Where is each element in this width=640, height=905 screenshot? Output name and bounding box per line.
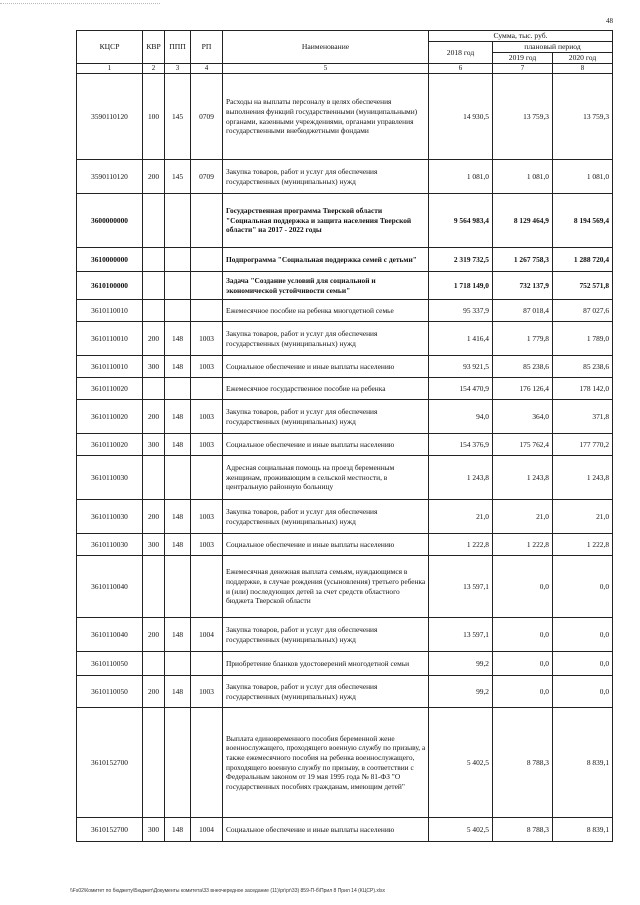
header-rp: РП: [191, 31, 223, 64]
value-2018-cell: 154 376,9: [429, 434, 493, 456]
table-row: [77, 534, 613, 556]
header-2020: 2020 год: [553, 53, 613, 64]
name-cell: Закупка товаров, работ и услуг для обеспечения государственных (муниципальных) нужд: [223, 160, 429, 194]
ppp-cell: [165, 248, 191, 272]
value-2020-cell: 21,0: [553, 500, 613, 534]
value-2019-cell: 364,0: [493, 400, 553, 434]
kvr-cell: [143, 556, 165, 618]
kcsr-cell: 3610110010: [77, 322, 143, 356]
kcsr-cell: 3600000000: [77, 194, 143, 248]
kvr-cell: 200: [143, 400, 165, 434]
rp-cell: 1003: [191, 500, 223, 534]
value-2020-cell: 1 789,0: [553, 322, 613, 356]
col-number: 3: [165, 64, 191, 74]
budget-table: [76, 30, 613, 842]
kcsr-cell: 3610152700: [77, 708, 143, 818]
name-cell: Закупка товаров, работ и услуг для обеспечения государственных (муниципальных) нужд: [223, 322, 429, 356]
kvr-cell: 100: [143, 74, 165, 160]
rp-cell: 0709: [191, 74, 223, 160]
kcsr-cell: 3610110040: [77, 556, 143, 618]
value-2019-cell: 13 759,3: [493, 74, 553, 160]
value-2018-cell: 1 416,4: [429, 322, 493, 356]
kvr-cell: [143, 194, 165, 248]
value-2018-cell: 5 402,5: [429, 708, 493, 818]
value-2019-cell: 8 129 464,9: [493, 194, 553, 248]
header-2019: 2019 год: [493, 53, 553, 64]
table-body: [77, 74, 613, 842]
value-2018-cell: 2 319 732,5: [429, 248, 493, 272]
name-cell: Расходы на выплаты персоналу в целях обеспечения выполнения функций государственными (муниципальными) органами, казенными учреждениями, органами управления государственными внебюджетными фондами: [223, 74, 429, 160]
name-cell: Закупка товаров, работ и услуг для обеспечения государственных (муниципальных) нужд: [223, 400, 429, 434]
value-2019-cell: 732 137,9: [493, 272, 553, 300]
kcsr-cell: 3610152700: [77, 818, 143, 842]
ppp-cell: [165, 194, 191, 248]
value-2019-cell: 0,0: [493, 556, 553, 618]
value-2019-cell: 1 267 758,3: [493, 248, 553, 272]
table-row: [77, 248, 613, 272]
value-2019-cell: 1 243,8: [493, 456, 553, 500]
table-row: [77, 194, 613, 248]
value-2018-cell: 154 470,9: [429, 378, 493, 400]
kvr-cell: 200: [143, 618, 165, 652]
col-number: 7: [493, 64, 553, 74]
value-2020-cell: 13 759,3: [553, 74, 613, 160]
rp-cell: 1004: [191, 818, 223, 842]
name-cell: Социальное обеспечение и иные выплаты населению: [223, 818, 429, 842]
value-2019-cell: 0,0: [493, 652, 553, 676]
ppp-cell: 148: [165, 400, 191, 434]
rp-cell: [191, 456, 223, 500]
value-2019-cell: 85 238,6: [493, 356, 553, 378]
value-2018-cell: 5 402,5: [429, 818, 493, 842]
column-number-row: [77, 64, 613, 74]
value-2018-cell: 1 243,8: [429, 456, 493, 500]
name-cell: Ежемесячное пособие на ребенка многодетной семье: [223, 300, 429, 322]
ppp-cell: 148: [165, 322, 191, 356]
kvr-cell: [143, 378, 165, 400]
ppp-cell: 148: [165, 534, 191, 556]
kvr-cell: 300: [143, 434, 165, 456]
value-2020-cell: 0,0: [553, 652, 613, 676]
name-cell: Ежемесячное государственное пособие на ребенка: [223, 378, 429, 400]
table-row: [77, 322, 613, 356]
ppp-cell: [165, 652, 191, 676]
ppp-cell: 145: [165, 74, 191, 160]
kcsr-cell: 3610110010: [77, 300, 143, 322]
header-ppp: ППП: [165, 31, 191, 64]
ppp-cell: [165, 272, 191, 300]
value-2019-cell: 87 018,4: [493, 300, 553, 322]
kcsr-cell: 3610110050: [77, 652, 143, 676]
rp-cell: 0709: [191, 160, 223, 194]
name-cell: Приобретение бланков удостоверений многодетной семьи: [223, 652, 429, 676]
kvr-cell: [143, 708, 165, 818]
table-row: [77, 160, 613, 194]
value-2020-cell: 752 571,8: [553, 272, 613, 300]
value-2020-cell: 8 194 569,4: [553, 194, 613, 248]
value-2018-cell: 95 337,9: [429, 300, 493, 322]
value-2020-cell: 8 839,1: [553, 708, 613, 818]
rp-cell: 1003: [191, 534, 223, 556]
ppp-cell: 148: [165, 434, 191, 456]
kcsr-cell: 3610110030: [77, 500, 143, 534]
kvr-cell: [143, 272, 165, 300]
rp-cell: [191, 194, 223, 248]
value-2018-cell: 94,0: [429, 400, 493, 434]
name-cell: Государственная программа Тверской области "Социальная поддержка и защита населения Тверской области" на 2017 - 2022 годы: [223, 194, 429, 248]
value-2018-cell: 93 921,5: [429, 356, 493, 378]
kcsr-cell: 3610110030: [77, 456, 143, 500]
ppp-cell: [165, 456, 191, 500]
value-2020-cell: 1 288 720,4: [553, 248, 613, 272]
table-row: [77, 500, 613, 534]
value-2020-cell: 178 142,0: [553, 378, 613, 400]
rp-cell: 1003: [191, 356, 223, 378]
col-number: 8: [553, 64, 613, 74]
header-2018: 2018 год: [429, 42, 493, 64]
kvr-cell: 200: [143, 160, 165, 194]
name-cell: Задача "Создание условий для социальной и экономической устойчивости семьи": [223, 272, 429, 300]
table-row: [77, 356, 613, 378]
name-cell: Социальное обеспечение и иные выплаты населению: [223, 434, 429, 456]
kvr-cell: 300: [143, 818, 165, 842]
ppp-cell: [165, 708, 191, 818]
ppp-cell: 148: [165, 818, 191, 842]
value-2019-cell: 8 788,3: [493, 708, 553, 818]
ppp-cell: 148: [165, 618, 191, 652]
rp-cell: 1003: [191, 322, 223, 356]
table-header: [77, 31, 613, 74]
kvr-cell: 300: [143, 534, 165, 556]
value-2019-cell: 0,0: [493, 676, 553, 708]
rp-cell: 1004: [191, 618, 223, 652]
table-row: [77, 456, 613, 500]
rp-cell: [191, 378, 223, 400]
kcsr-cell: 3610000000: [77, 248, 143, 272]
value-2018-cell: 1 718 149,0: [429, 272, 493, 300]
rp-cell: [191, 652, 223, 676]
value-2018-cell: 1 081,0: [429, 160, 493, 194]
table-row: [77, 676, 613, 708]
value-2018-cell: 14 930,5: [429, 74, 493, 160]
value-2019-cell: 21,0: [493, 500, 553, 534]
value-2020-cell: 0,0: [553, 676, 613, 708]
value-2020-cell: 85 238,6: [553, 356, 613, 378]
table-row: [77, 708, 613, 818]
rp-cell: [191, 272, 223, 300]
name-cell: Закупка товаров, работ и услуг для обеспечения государственных (муниципальных) нужд: [223, 676, 429, 708]
value-2020-cell: 371,8: [553, 400, 613, 434]
rp-cell: [191, 248, 223, 272]
kcsr-cell: 3590110120: [77, 74, 143, 160]
kvr-cell: [143, 456, 165, 500]
col-number: 2: [143, 64, 165, 74]
table-row: [77, 272, 613, 300]
table-row: [77, 556, 613, 618]
ppp-cell: 148: [165, 356, 191, 378]
name-cell: Социальное обеспечение и иные выплаты населению: [223, 534, 429, 556]
kcsr-cell: 3610110020: [77, 378, 143, 400]
file-path-footer: \\Fs02\Комитет по бюджету\Бюджет\Документы комитета\33 внеочередное заседание (11)\pr\pr\33) 859-П-б\Прил 8 Прил 14 (КЦСР).xlsx: [70, 888, 385, 894]
col-number: 4: [191, 64, 223, 74]
rp-cell: 1003: [191, 400, 223, 434]
rp-cell: [191, 708, 223, 818]
ppp-cell: 148: [165, 676, 191, 708]
kvr-cell: 200: [143, 676, 165, 708]
value-2019-cell: 1 222,8: [493, 534, 553, 556]
kvr-cell: 200: [143, 322, 165, 356]
kcsr-cell: 3610100000: [77, 272, 143, 300]
value-2020-cell: 1 081,0: [553, 160, 613, 194]
col-number: 6: [429, 64, 493, 74]
name-cell: Социальное обеспечение и иные выплаты населению: [223, 356, 429, 378]
name-cell: Выплата единовременного пособия беременной жене военнослужащего, проходящего военную службу по призыву, а также ежемесячного пособия на ребенка военнослужащего, проходящего военную службу по призыву, в соответствии с Федеральным законом от 19 мая 1995 года № 81-ФЗ "О государственных пособиях гражданам, имеющим детей": [223, 708, 429, 818]
ppp-cell: 148: [165, 500, 191, 534]
col-number: 5: [223, 64, 429, 74]
header-kvr: КВР: [143, 31, 165, 64]
value-2019-cell: 1 081,0: [493, 160, 553, 194]
header-name: Наименование: [223, 31, 429, 64]
scan-edge-line: [0, 3, 160, 4]
kvr-cell: 200: [143, 500, 165, 534]
page-number: 48: [606, 17, 613, 25]
table-row: [77, 652, 613, 676]
kcsr-cell: 3610110050: [77, 676, 143, 708]
value-2019-cell: 176 126,4: [493, 378, 553, 400]
value-2019-cell: 8 788,3: [493, 818, 553, 842]
table-row: [77, 818, 613, 842]
table-row: [77, 378, 613, 400]
ppp-cell: [165, 378, 191, 400]
value-2018-cell: 99,2: [429, 652, 493, 676]
value-2019-cell: 175 762,4: [493, 434, 553, 456]
value-2020-cell: 1 243,8: [553, 456, 613, 500]
value-2020-cell: 87 027,6: [553, 300, 613, 322]
ppp-cell: [165, 300, 191, 322]
name-cell: Подпрограмма "Социальная поддержка семей с детьми": [223, 248, 429, 272]
value-2018-cell: 13 597,1: [429, 618, 493, 652]
value-2018-cell: 13 597,1: [429, 556, 493, 618]
ppp-cell: [165, 556, 191, 618]
kcsr-cell: 3610110020: [77, 400, 143, 434]
value-2020-cell: 8 839,1: [553, 818, 613, 842]
rp-cell: [191, 300, 223, 322]
kvr-cell: [143, 300, 165, 322]
kvr-cell: 300: [143, 356, 165, 378]
kcsr-cell: 3610110010: [77, 356, 143, 378]
header-sum: Сумма, тыс. руб.: [429, 31, 613, 42]
value-2019-cell: 0,0: [493, 618, 553, 652]
table-row: [77, 74, 613, 160]
kvr-cell: [143, 248, 165, 272]
kcsr-cell: 3610110030: [77, 534, 143, 556]
value-2020-cell: 0,0: [553, 556, 613, 618]
kvr-cell: [143, 652, 165, 676]
kcsr-cell: 3610110040: [77, 618, 143, 652]
name-cell: Адресная социальная помощь на проезд беременным женщинам, проживающим в сельской местности, в центральную районную больницу: [223, 456, 429, 500]
value-2020-cell: 177 770,2: [553, 434, 613, 456]
rp-cell: 1003: [191, 434, 223, 456]
value-2018-cell: 1 222,8: [429, 534, 493, 556]
value-2018-cell: 99,2: [429, 676, 493, 708]
value-2018-cell: 9 564 983,4: [429, 194, 493, 248]
col-number: 1: [77, 64, 143, 74]
name-cell: Закупка товаров, работ и услуг для обеспечения государственных (муниципальных) нужд: [223, 618, 429, 652]
table-row: [77, 300, 613, 322]
value-2020-cell: 1 222,8: [553, 534, 613, 556]
value-2020-cell: 0,0: [553, 618, 613, 652]
ppp-cell: 145: [165, 160, 191, 194]
table-row: [77, 618, 613, 652]
name-cell: Закупка товаров, работ и услуг для обеспечения государственных (муниципальных) нужд: [223, 500, 429, 534]
rp-cell: [191, 556, 223, 618]
header-kcsr: КЦСР: [77, 31, 143, 64]
table-row: [77, 400, 613, 434]
value-2019-cell: 1 779,8: [493, 322, 553, 356]
rp-cell: 1003: [191, 676, 223, 708]
value-2018-cell: 21,0: [429, 500, 493, 534]
name-cell: Ежемесячная денежная выплата семьям, нуждающимся в поддержке, в случае рождения (усыновления) третьего ребенка и (или) последующих детей за счет средств областного бюджета Тверской области: [223, 556, 429, 618]
kcsr-cell: 3610110020: [77, 434, 143, 456]
header-plan-period: плановый период: [493, 42, 613, 53]
kcsr-cell: 3590110120: [77, 160, 143, 194]
table-row: [77, 434, 613, 456]
